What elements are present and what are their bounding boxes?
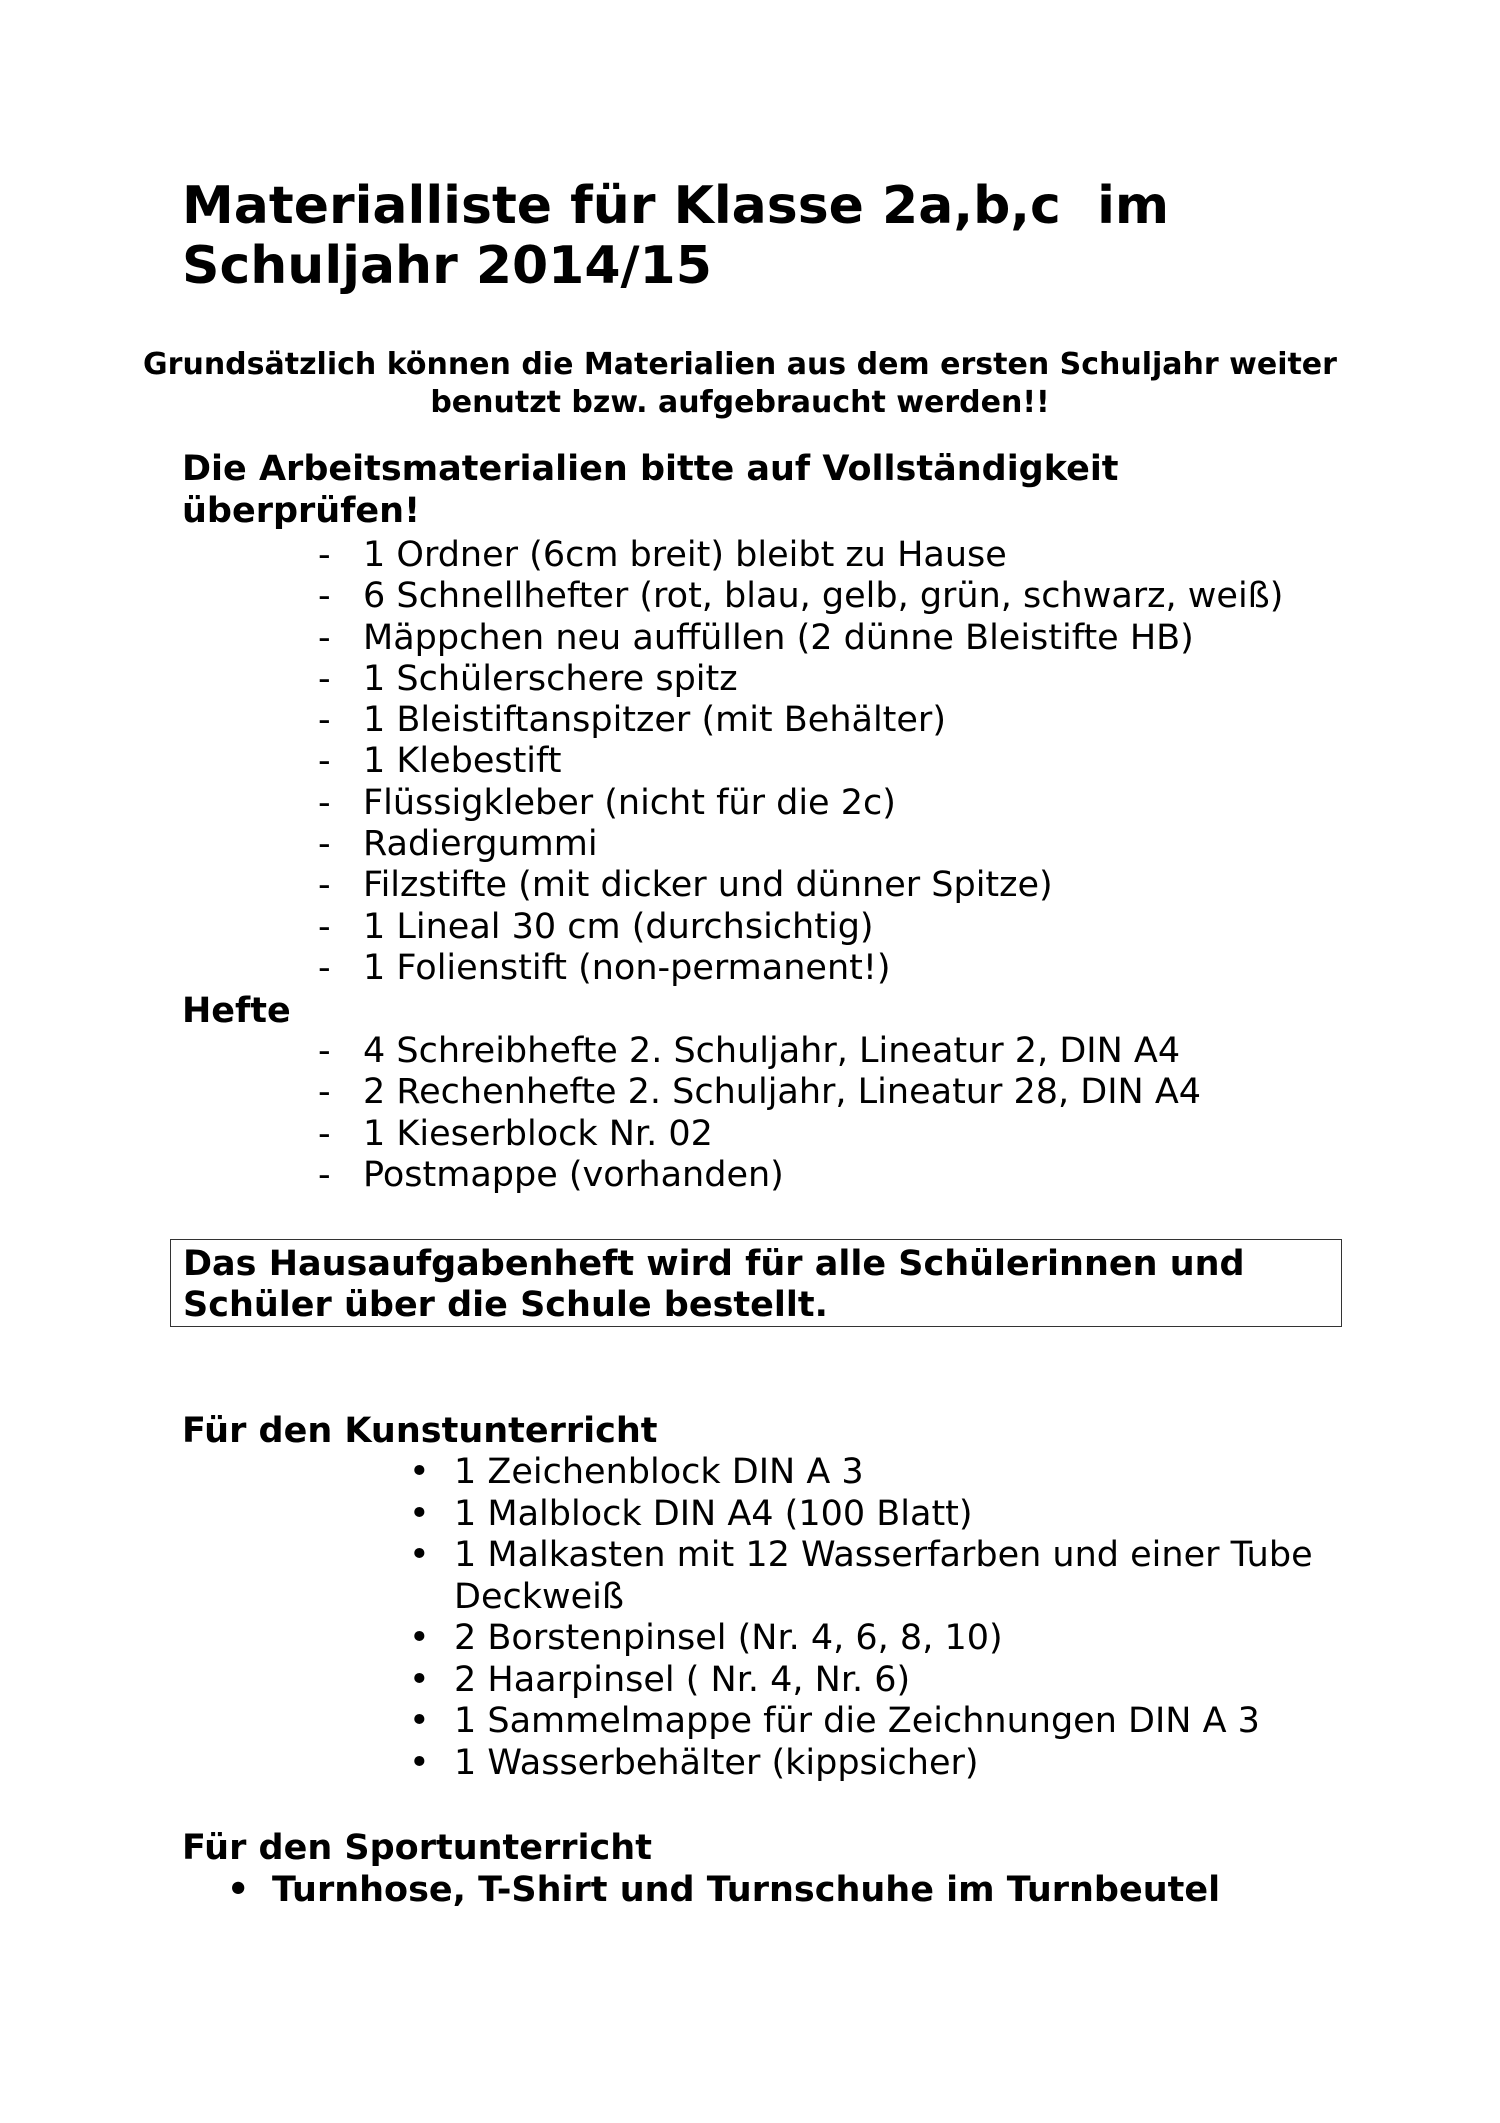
art-heading: Für den Kunstunterricht bbox=[182, 1411, 658, 1451]
list-item: • 2 Borstenpinsel (Nr. 4, 6, 8, 10) bbox=[409, 1618, 1003, 1658]
bullet-icon: • bbox=[409, 1742, 430, 1783]
list-item: • 1 Zeichenblock DIN A 3 bbox=[409, 1452, 864, 1492]
art-materials-list bbox=[0, 1452, 1334, 1784]
list-item: • 1 Wasserbehälter (kippsicher) bbox=[409, 1742, 979, 1783]
intro-note: Grundsätzlich können die Materialien aus dem ersten Schuljahr weiter benutzt bzw. aufgebraucht werden!! bbox=[143, 347, 1337, 420]
homework-notice-box: Das Hausaufgabenheft wird für alle Schülerinnen und Schüler über die Schule bestellt. bbox=[170, 1239, 1342, 1327]
bullet-icon: • bbox=[409, 1535, 430, 1575]
bullet-icon: • bbox=[409, 1618, 430, 1658]
list-item: • 1 Malblock DIN A4 (100 Blatt) bbox=[409, 1493, 973, 1534]
list-item: • 2 Haarpinsel ( Nr. 4, Nr. 6) bbox=[409, 1659, 911, 1700]
document-page: Materialliste für Klasse 2a,b,c im Schuljahr 2014/15 Grundsätzlich können die Materialien aus dem ersten Schuljahr weiter benutzt bzw. aufgebraucht werden!! Die Arbeitsmaterialien bitte auf Vollständigkeit überprüfen! - 1 Ordner (6cm breit) bleibt zu Hause - 6 Schnellhefter (rot, blau, gelb, grün, schwarz, weiß) - Mäppchen neu auffüllen (2 dünne Bleistifte HB) - 1 Schülerschere spitz - 1 Bleistiftanspitzer (mit Behälter) - 1 Klebestift - Flüssigkleber (nicht für die 2c) - Radiergummi - Filzstifte (mit dicker und dünner Spitze) - 1 Lineal 30 cm (durchsichtig) - 1 Folienstift (non-permanent!) Hefte - 4 Schreibhefte 2. Schuljahr, Lineatur 2, DIN A4 - 2 Rechenhefte 2. Schuljahr, Lineatur 28, DIN A4 - 1 Kieserblock Nr. 02 - Postmappe (vorhanden) Das Hausaufgabenheft wird für alle Schülerinnen und Schüler über die Schule bestellt. Für den Kunstunterricht • 1 Zeichenblock DIN A 3 • 1 Malblock DIN A4 (100 Blatt) • 1 Malkasten mit 12 Wasserfarben und einer Tube Deckweiß • 2 Borstenpinsel (Nr. 4, 6, 8, 10) • 2 Haarpinsel ( Nr. 4, Nr. 6) • 1 Sammelmappe für die Zeichnungen DIN A 3 • 1 Wasserbehälter (kippsicher) Für den Sportunterricht • Turnhose, T-Shirt und Turnschuhe im Turnbeutel bbox=[0, 0, 1500, 2123]
sport-heading: Für den Sportunterricht bbox=[182, 1828, 652, 1868]
bullet-icon: • bbox=[227, 1870, 250, 1910]
work-materials-heading: Die Arbeitsmaterialien bitte auf Vollständigkeit überprüfen! bbox=[182, 449, 1119, 531]
bullet-icon: • bbox=[409, 1493, 430, 1534]
document-title: Materialliste für Klasse 2a,b,c im Schuljahr 2014/15 bbox=[182, 176, 1170, 296]
bullet-icon: • bbox=[409, 1452, 430, 1492]
bullet-icon: • bbox=[409, 1659, 430, 1700]
list-item: • 1 Malkasten mit 12 Wasserfarben und einer Tube Deckweiß bbox=[409, 1535, 1313, 1617]
hefte-heading: Hefte bbox=[182, 991, 291, 1031]
bullet-icon: • bbox=[409, 1701, 430, 1741]
list-item: • 1 Sammelmappe für die Zeichnungen DIN A 3 bbox=[409, 1701, 1260, 1741]
